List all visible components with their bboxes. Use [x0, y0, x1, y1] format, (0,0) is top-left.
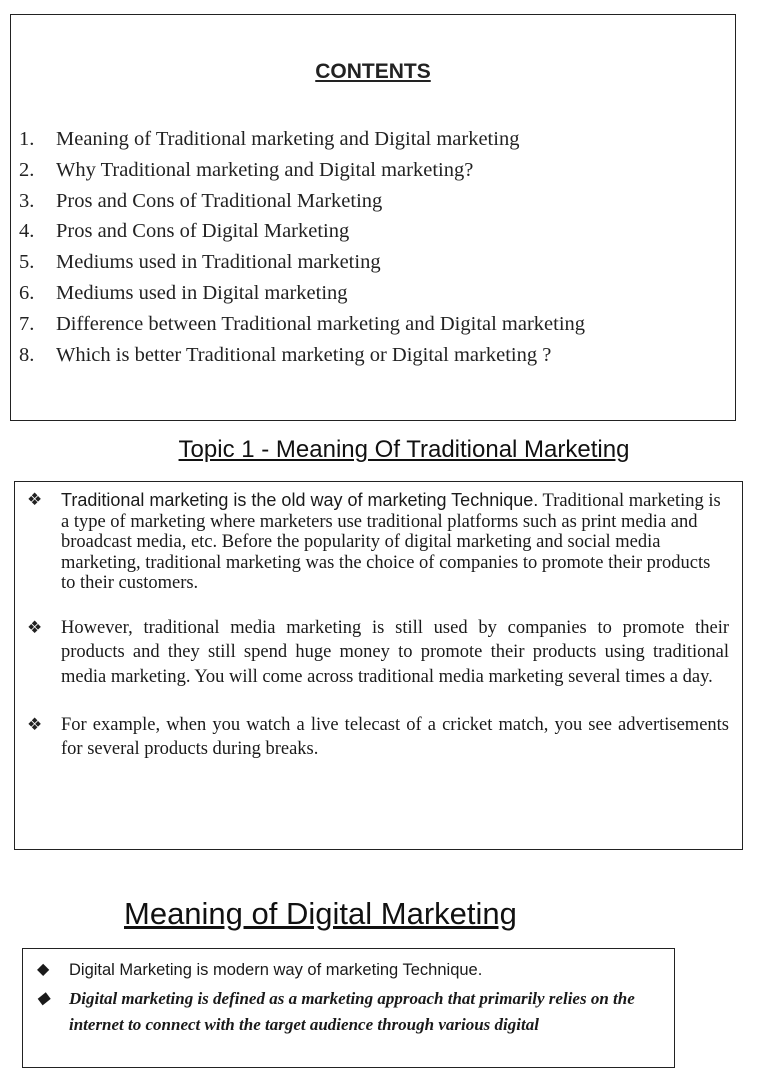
contents-item-number: 7.	[19, 312, 35, 335]
diamond-bullet-icon: ❖	[27, 715, 43, 734]
bullet-text: Digital marketing is defined as a marketing approach that primarily relies on the internet to connect with the target audience through various digital	[69, 989, 635, 1034]
contents-item	[19, 155, 585, 186]
contents-item	[19, 278, 585, 309]
diamond-bullet-icon: ❖	[27, 618, 43, 637]
bullet-item	[21, 713, 729, 762]
topic1-heading: Topic 1 - Meaning Of Traditional Marketing	[178, 436, 630, 463]
diamond-bullet-icon: ❖	[27, 490, 43, 509]
contents-item-text: Why Traditional marketing and Digital marketing?	[56, 158, 474, 181]
contents-item-text: Meaning of Traditional marketing and Digital marketing	[56, 128, 520, 150]
contents-item-number: 8.	[19, 343, 35, 366]
contents-item-number: 6.	[19, 281, 35, 304]
diamond-bullet-icon: ◆	[37, 990, 50, 1007]
contents-item	[19, 124, 585, 155]
contents-item-number: 2.	[19, 158, 35, 181]
contents-item-text: Mediums used in Traditional marketing	[56, 251, 381, 274]
contents-item-number: 3.	[19, 189, 35, 212]
contents-item	[19, 340, 585, 371]
contents-list	[19, 124, 585, 370]
contents-item	[19, 247, 585, 278]
bullet-item	[31, 959, 661, 981]
contents-item-number: 4.	[19, 220, 35, 243]
diamond-bullet-icon: ◆	[37, 961, 50, 978]
contents-item-text: Pros and Cons of Digital Marketing	[56, 220, 350, 243]
contents-title: CONTENTS	[315, 60, 431, 83]
traditional-marketing-box	[14, 481, 743, 850]
bullet-text: Traditional marketing is a type of marketing where marketers use traditional platforms such as print media and broadcast media, etc. Before the popularity of digital marketing and social media marketing, traditional marketing was the choice of companies to promote their products to their customers.	[61, 491, 721, 593]
digital-marketing-box	[22, 948, 675, 1068]
contents-box	[10, 14, 736, 421]
contents-item-text: Difference between Traditional marketing and Digital marketing	[56, 312, 586, 335]
digital-marketing-heading: Meaning of Digital Marketing	[124, 896, 517, 931]
contents-item-number: 5.	[19, 251, 35, 274]
contents-item-text: Mediums used in Digital marketing	[56, 281, 348, 304]
contents-item	[19, 309, 585, 340]
bullet-item	[31, 986, 661, 1038]
bullet-item	[21, 616, 729, 689]
bullet-text: For example, when you watch a live telecast of a cricket match, you see advertisements for several products during breaks.	[61, 715, 729, 760]
contents-item-text: Which is better Traditional marketing or Digital marketing ?	[56, 343, 552, 366]
bullet-item	[21, 490, 729, 594]
contents-item	[19, 216, 585, 247]
bullet-text: Digital Marketing is modern way of marketing Technique.	[69, 961, 483, 979]
bullet-text: However, traditional media marketing is still used by companies to promote their products and they still spend huge money to promote their products using traditional media marketing. You will come across traditional media marketing several times a day.	[61, 618, 729, 687]
contents-item-number: 1.	[19, 128, 35, 150]
contents-item-text: Pros and Cons of Traditional Marketing	[56, 189, 383, 212]
contents-item	[19, 186, 585, 217]
bullet-lead-text: Traditional marketing is the old way of marketing Technique.	[61, 490, 539, 510]
